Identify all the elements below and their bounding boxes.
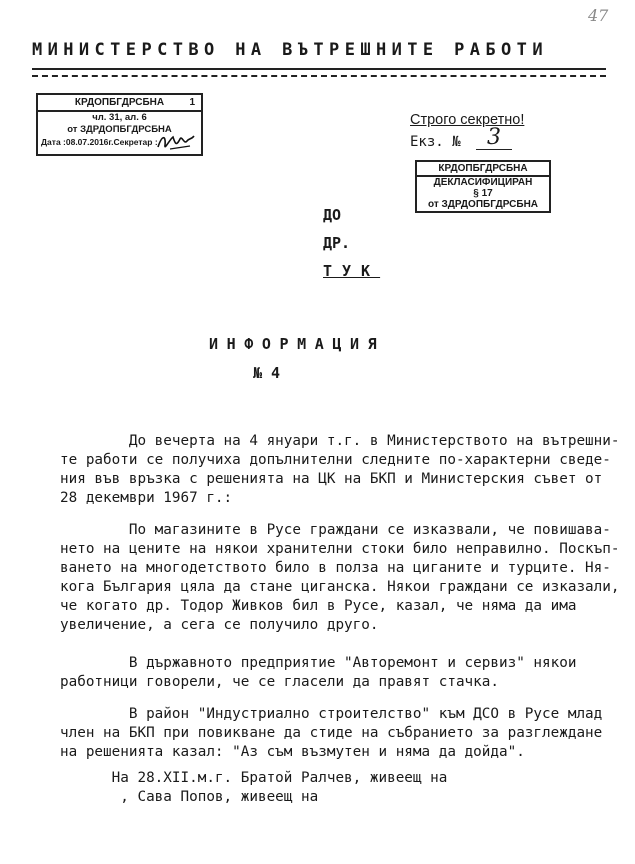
copy-number: 3 [476, 127, 512, 150]
stamp-number: 1 [189, 97, 195, 108]
stamp-agency: КРДОПБГДРСБНА [417, 162, 549, 177]
classification-level: Строго секретно! [410, 112, 525, 128]
paragraph-residents: На 28.XII.м.г. Братой Ралчев, живеещ на , Сава Попов, живеещ на [111, 770, 448, 805]
paragraph-ruse-shops: По магазините в Русе граждани се изказвали, че повишава- нето на цените на някои хранителни стоки било неправилно. Поскъп- ването на многодетството било в полза на циганите и турците. Ня- кога България цяла да стане циганска. Някои граждани се изказали, че когато др. Тодор Живков бил в Русе, казал, че няма да има увеличение, а сега се получило друго. [60, 522, 620, 633]
declassification-stamp-right [415, 160, 551, 213]
paragraph-intro: До вечерта на 4 януари т.г. в Министерството на вътрешни- те работи се получиха допълнителни следните по-характерни сведе- ния във връзка с решенията на ЦК на БКП и Министерския съвет от 28 декември 1967 г.: [60, 433, 620, 506]
document-title: ИНФОРМАЦИЯ [209, 335, 386, 353]
paragraph-autorepair: В държавното предприятие "Авторемонт и сервиз" някои работници говорели, че се гласели да правят стачка. [60, 655, 577, 690]
header-rule-dashed [32, 75, 606, 77]
stamp-section: § 17 [473, 188, 493, 199]
stamp-header [38, 95, 201, 112]
header-rule [32, 68, 606, 70]
signature-icon [156, 131, 196, 153]
stamp-article: чл. 31, ал. 6 [92, 112, 147, 123]
paragraph-industrial: В район "Индустриално строителство" към ДСО в Русе млад член на БКП при повикване да стиде на събранието за разглеждане на решенията казал: "Аз съм възмутен и няма да дойда". [60, 706, 603, 760]
stamp-date-line: Дата :08.07.2016г.Секретар : [41, 137, 158, 147]
addressee-title: ДР. [323, 234, 351, 252]
stamp-agency: КРДОПБГДРСБНА [74, 97, 165, 108]
addressee-to: ДО [323, 206, 342, 224]
stamp-law: от ЗДРДОПБГДРСБНА [67, 124, 172, 135]
page-number: 47 [588, 6, 609, 25]
stamp-law: от ЗДРДОПБГДРСБНА [427, 199, 539, 210]
stamp-status: ДЕКЛАСИФИЦИРАН [433, 177, 533, 188]
document-number: № 4 [253, 364, 281, 382]
ministry-title: МИНИСТЕРСТВО НА ВЪТРЕШНИТЕ РАБОТИ [32, 40, 548, 60]
copy-label: Екз. № [410, 134, 461, 150]
addressee-name: ТУК [323, 262, 381, 280]
